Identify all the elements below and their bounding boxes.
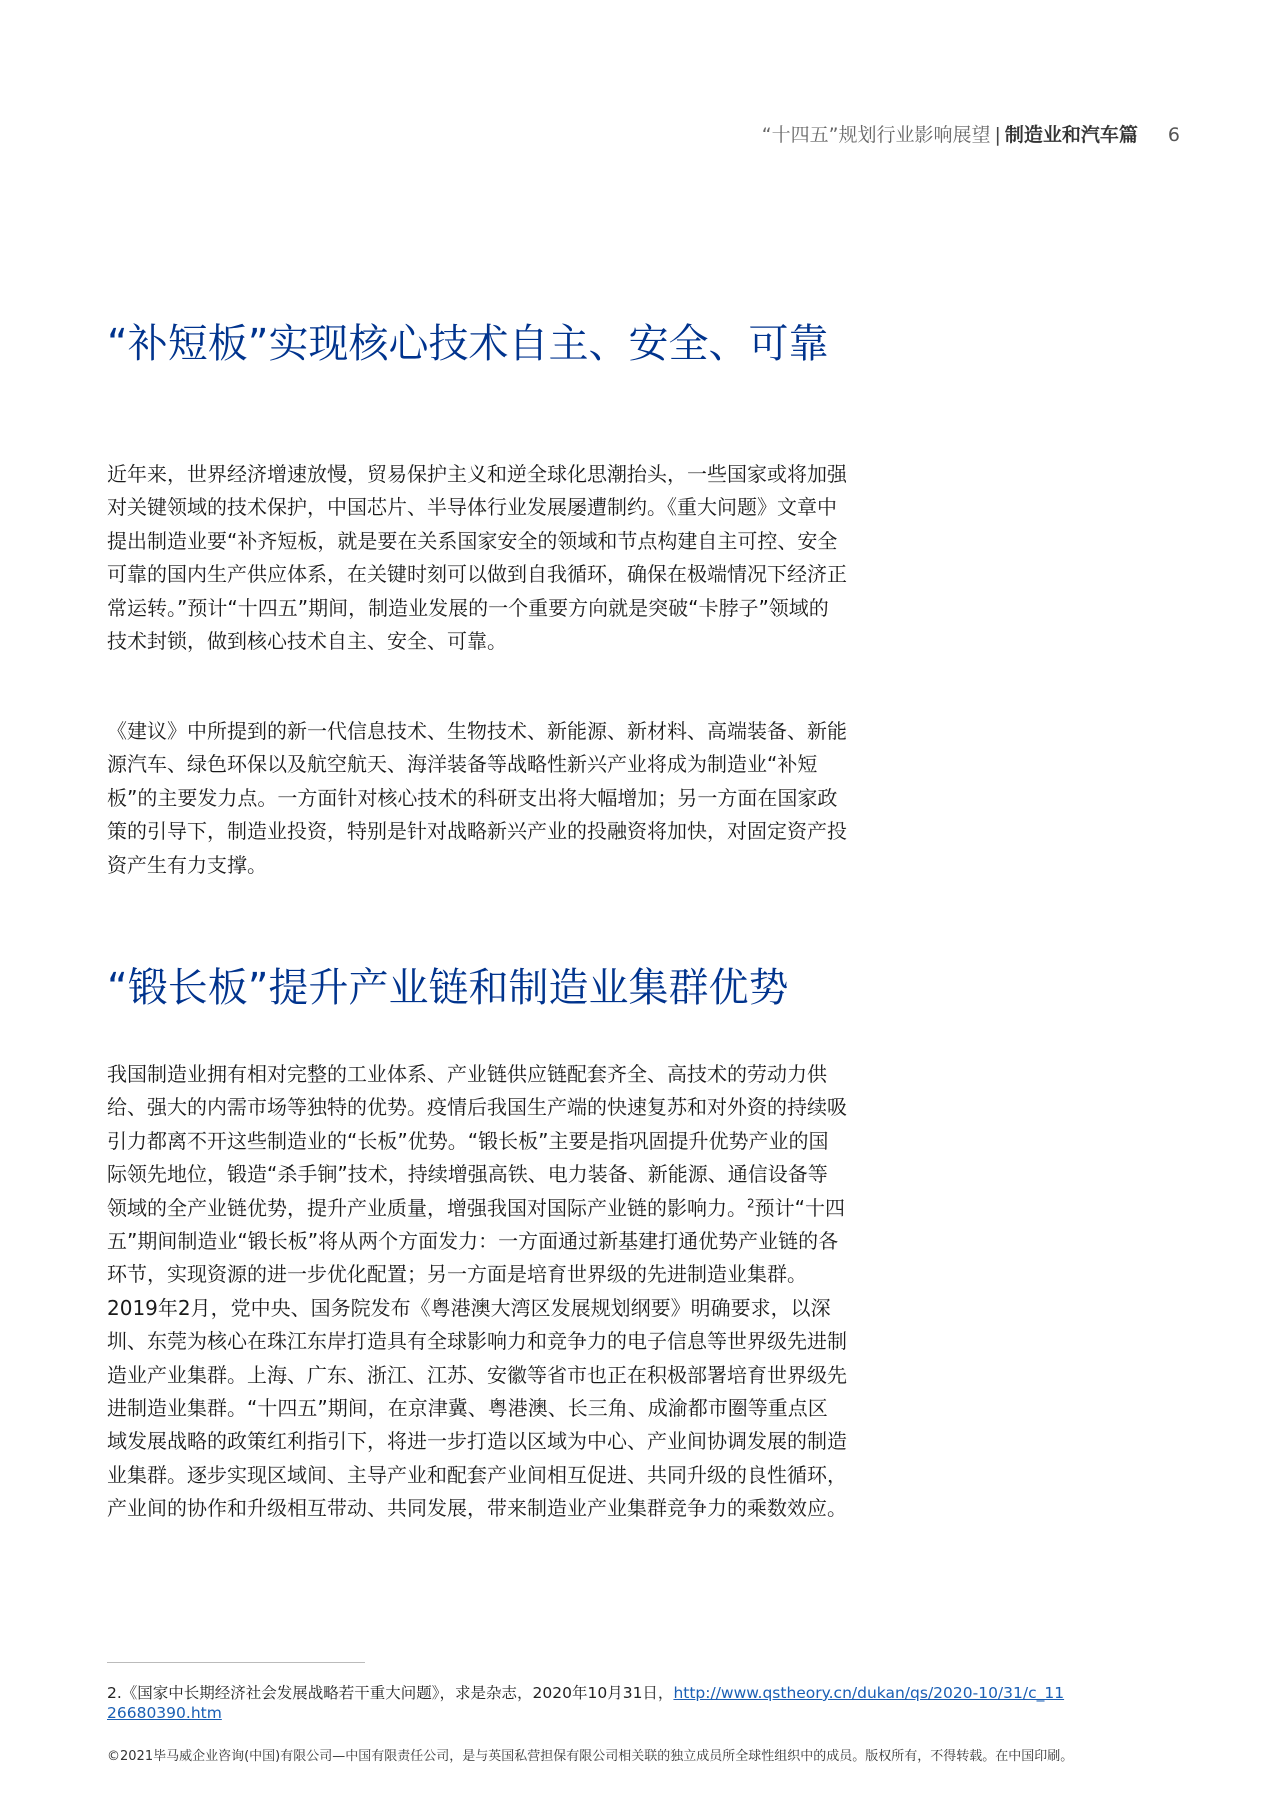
paragraph: 近年来，世界经济增速放慢，贸易保护主义和逆全球化思潮抬头，一些国家或将加强对关键领域的技术保护，中国芯片、半导体行业发展屡遭制约。《重大问题》文章中提出制造业要“补齐短板，就是要在关系国家安全的领域和节点构建自主可控、安全可靠的国内生产供应体系，在关键时刻可以做到自我循环，确保在极端情况下经济正常运转。”预计“十四五”期间，制造业发展的一个重要方向就是突破“卡脖子”领域的技术封锁，做到核心技术自主、安全、可靠。 <box>107 462 847 654</box>
footnote-reference[interactable]: 2 <box>747 1195 755 1210</box>
header-title-left: “十四五”规划行业影响展望 <box>761 124 991 146</box>
paragraph <box>107 1058 847 1526</box>
footnote-link[interactable]: http://www.qstheory.cn/dukan/qs/2020-10/31/c_1126680390.htm <box>107 1684 1065 1722</box>
footnote-divider <box>107 1662 365 1663</box>
header-separator: | <box>994 124 1001 146</box>
section-heading-long-board: “锻长板”提升产业链和制造业集群优势 <box>107 965 789 1011</box>
footnote <box>107 1683 1067 1723</box>
paragraph-text: 预计“十四五”期间制造业“锻长板”将从两个方面发力：一方面通过新基建打通优势产业链的各环节，实现资源的进一步优化配置；另一方面是培育世界级的先进制造业集群。2019年2月，党中央、国务院发布《粤港澳大湾区发展规划纲要》明确要求，以深圳、东莞为核心在珠江东岸打造具有全球影响力和竞争力的电子信息等世界级先进制造业产业集群。上海、广东、浙江、江苏、安徽等省市也正在积极部署培育世界级先进制造业集群。“十四五”期间，在京津冀、粤港澳、长三角、成渝都市圈等重点区域发展战略的政策红利指引下，将进一步打造以区域为中心、产业间协调发展的制造业集群。逐步实现区域间、主导产业和配套产业间相互促进、共同升级的良性循环，产业间的协作和升级相互带动、共同发展，带来制造业产业集群竞争力的乘数效应。 <box>107 1195 847 1521</box>
section-heading-short-board: “补短板”实现核心技术自主、安全、可靠 <box>107 321 829 367</box>
page-number: 6 <box>1167 124 1180 146</box>
paragraph-text: 我国制造业拥有相对完整的工业体系、产业链供应链配套齐全、高技术的劳动力供给、强大的内需市场等独特的优势。疫情后我国生产端的快速复苏和对外资的持续吸引力都离不开这些制造业的“长板”优势。“锻长板”主要是指巩固提升优势产业的国际领先地位，锻造“杀手锏”技术，持续增强高铁、电力装备、新能源、通信设备等领域的全产业链优势，提升产业质量，增强我国对国际产业链的影响力。 <box>107 1062 847 1220</box>
header-title-right: 制造业和汽车篇 <box>1004 124 1138 146</box>
footnote-text: 2.《国家中长期经济社会发展战略若干重大问题》，求是杂志，2020年10月31日， <box>107 1684 674 1702</box>
running-header <box>762 120 1180 147</box>
copyright-notice: ©2021毕马威企业咨询(中国)有限公司—中国有限责任公司，是与英国私营担保有限公司相关联的独立成员所全球性组织中的成员。版权所有，不得转载。在中国印刷。 <box>107 1749 1074 1764</box>
paragraph: 《建议》中所提到的新一代信息技术、生物技术、新能源、新材料、高端装备、新能源汽车、绿色环保以及航空航天、海洋装备等战略性新兴产业将成为制造业“补短板”的主要发力点。一方面针对核心技术的科研支出将大幅增加；另一方面在国家政策的引导下，制造业投资，特别是针对战略新兴产业的投融资将加快，对固定资产投资产生有力支撑。 <box>107 719 847 877</box>
